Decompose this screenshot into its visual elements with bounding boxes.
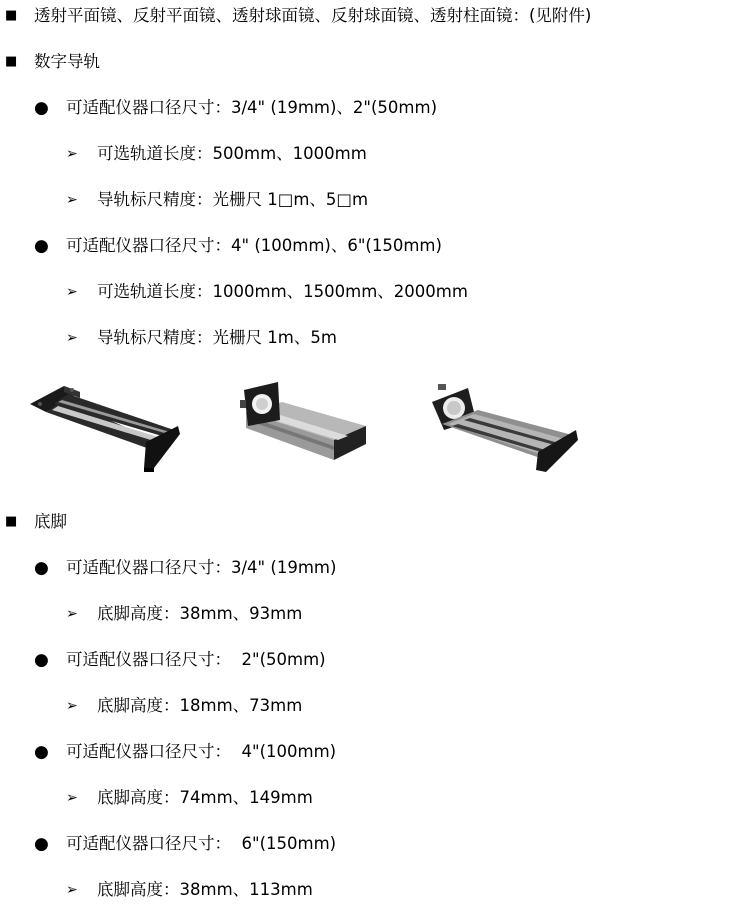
section-digital-rail-text: 数字导轨 (34, 52, 100, 71)
foot-group-1-title-text: 可适配仪器口径尺寸：3/4" (19mm) (66, 558, 337, 577)
round-bullet-icon: ● (34, 98, 49, 118)
arrow-bullet-icon: ➢ (66, 698, 78, 714)
arrow-bullet-icon: ➢ (66, 882, 78, 898)
foot-group-4-height-text: 底脚高度：38mm、113mm (97, 880, 313, 899)
arrow-bullet-icon: ➢ (66, 330, 78, 346)
rail-image-3 (428, 380, 578, 472)
round-bullet-icon: ● (34, 742, 49, 762)
arrow-bullet-icon: ➢ (66, 192, 78, 208)
foot-group-2-height-text: 底脚高度：18mm、73mm (97, 696, 303, 715)
square-bullet-icon: ■ (5, 514, 18, 529)
foot-group-4-title-text: 可适配仪器口径尺寸： 6"(150mm) (66, 834, 337, 853)
rail-group-1-title-text: 可适配仪器口径尺寸：3/4" (19mm)、2"(50mm) (66, 98, 438, 117)
arrow-bullet-icon: ➢ (66, 284, 78, 300)
rail-group-1-length-text: 可选轨道长度：500mm、1000mm (97, 144, 367, 163)
round-bullet-icon: ● (34, 650, 49, 670)
foot-group-3-height-text: 底脚高度：74mm、149mm (97, 788, 313, 807)
foot-group-3-title-text: 可适配仪器口径尺寸： 4"(100mm) (66, 742, 337, 761)
arrow-bullet-icon: ➢ (66, 790, 78, 806)
rail-group-2-title-text: 可适配仪器口径尺寸：4" (100mm)、6"(150mm) (66, 236, 442, 255)
square-bullet-icon: ■ (5, 8, 18, 23)
section-mirrors-text: 透射平面镜、反射平面镜、透射球面镜、反射球面镜、透射柱面镜：(见附件) (34, 6, 592, 25)
rail-group-2-length-text: 可选轨道长度：1000mm、1500mm、2000mm (97, 282, 468, 301)
foot-group-2-title-text: 可适配仪器口径尺寸： 2"(50mm) (66, 650, 326, 669)
foot-group-1-height-text: 底脚高度：38mm、93mm (97, 604, 303, 623)
rail-group-2-accuracy-text: 导轨标尺精度：光栅尺 1m、5m (97, 328, 337, 347)
arrow-bullet-icon: ➢ (66, 146, 78, 162)
rail-image-1 (28, 380, 180, 472)
round-bullet-icon: ● (34, 834, 49, 854)
section-foot-text: 底脚 (34, 512, 67, 531)
round-bullet-icon: ● (34, 558, 49, 578)
square-bullet-icon: ■ (5, 54, 18, 69)
rail-group-1-accuracy-text: 导轨标尺精度：光栅尺 1□m、5□m (97, 190, 369, 209)
round-bullet-icon: ● (34, 236, 49, 256)
arrow-bullet-icon: ➢ (66, 606, 78, 622)
rail-image-2 (238, 380, 368, 476)
